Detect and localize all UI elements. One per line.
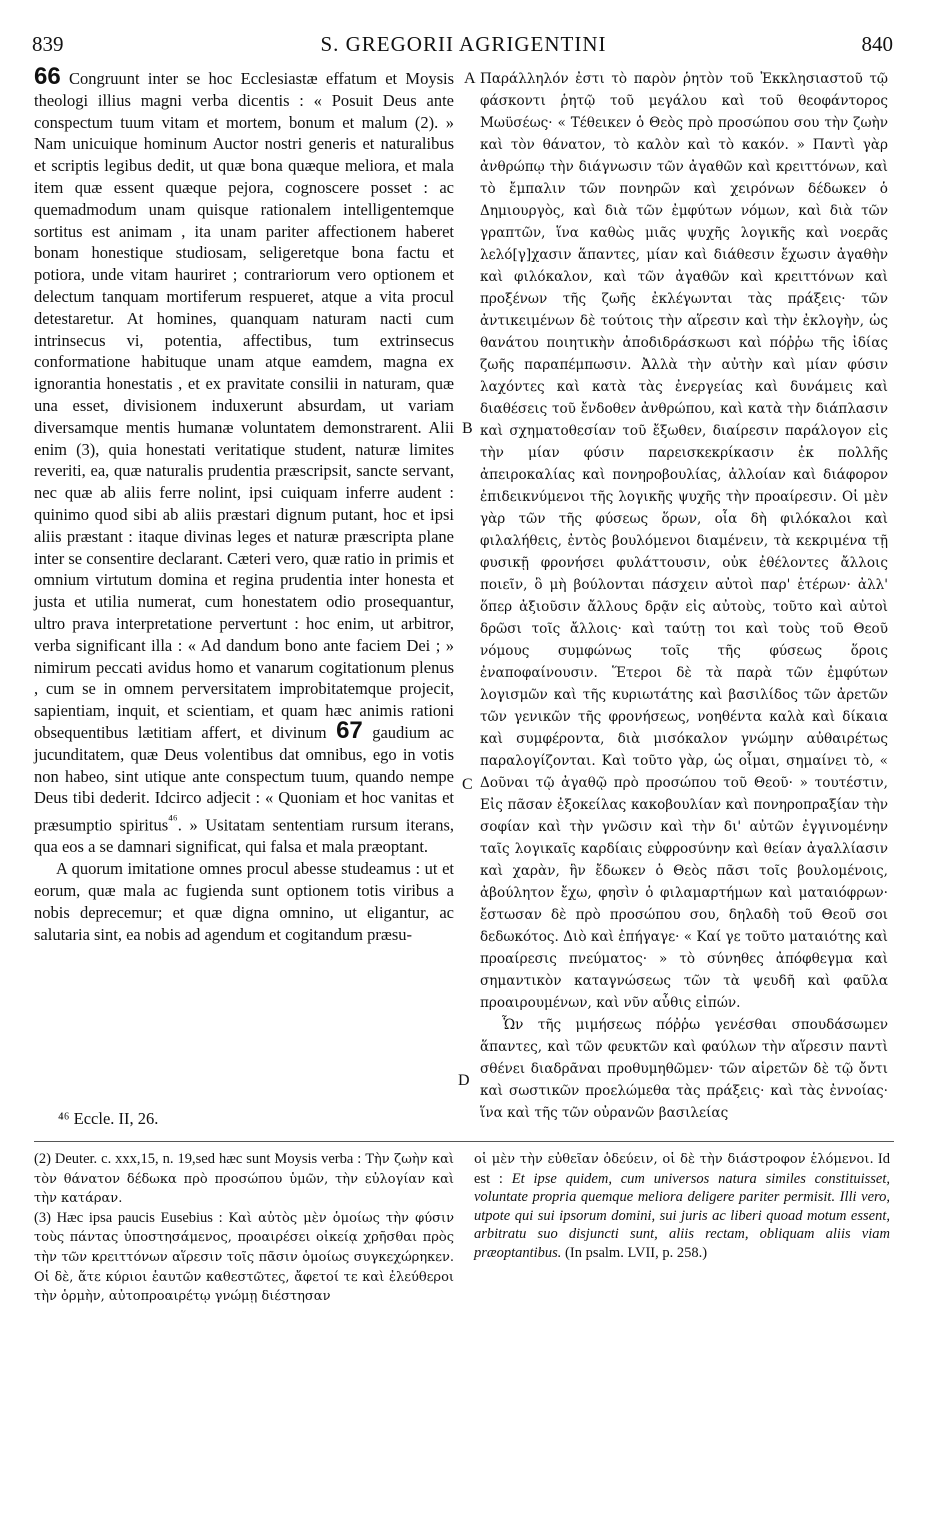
footnote-3-latin: (3) Hæc ipsa paucis Eusebius : — [34, 1209, 223, 1226]
greek-column — [480, 68, 888, 1121]
latin-paragraph-1 — [34, 63, 455, 858]
running-title: S. GREGORII AGRIGENTINI — [320, 32, 607, 56]
latin-column — [34, 63, 455, 1098]
footnote-3-cont-greek: οἱ μὲν τὴν εὐθεῖαν ὁδεύειν, οἱ δὲ τὴν διάστροφον ἑλόμενοι. — [474, 1152, 874, 1167]
footnote-divider — [34, 1141, 894, 1142]
latin-text-3: . » Usitatam sententiam rursum iterans, qua eos a se damnari significat, qui falsa et mala præoptant. — [34, 815, 455, 857]
greek-paragraph-1: Παράλληλόν ἐστι τὸ παρὸν ῥητὸν τοῦ Ἐκκλησιαστοῦ τῷ φάσκοντι ῥητῷ τοῦ μεγάλου καὶ τοῦ θεοφάντορος Μωϋσέως· « Τέθεικεν ὁ Θεὸς πρὸ προσώπου σου τὴν ζωὴν καὶ τὸν θάνατον, τὸ καλὸν καὶ τὸ κακόν. » Παντὶ γὰρ ἀνθρώπῳ τὴν διάγνωσιν τῶν ἀγαθῶν καὶ κρειττόνων, καὶ τὸ ἔμπαλιν τῶν πονηρῶν καὶ χειρόνων δέδωκεν ὁ Δημιουργὸς, καὶ διὰ τῶν ἐμφύτων νόμων, καὶ διὰ τῶν γραπτῶν, ἵνα καθὼς μιᾶς ψυχῆς λογικῆς καὶ νοερᾶς λελό[γ]χασιν ἅπαντες, μίαν καὶ διάθεσιν ἔχωσιν ἀγαθὴν καὶ φιλόκαλον, καὶ τῶν ἀγαθῶν καὶ κρειττόνων καὶ προξένων τῆς ζωῆς ἐκλέγωνται τὰς πράξεις· τῶν ἀντικειμένων δὲ τούτοις τὴν αἵρεσιν καὶ τὴν ἐκλογὴν, ὡς θανάτου ποιητικὴν ἀποδιδράσκωσι καὶ πόῤῥω τῆς ἰδίας ζωῆς παραπέμπωσιν. Ἀλλὰ τὴν αὐτὴν καὶ μίαν φύσιν λαχόντες καὶ κατὰ τὰς ἐνεργείας καὶ δυνάμεις καὶ διαθέσεις τοῦ ἔνδοθεν ἀνθρώπου, καὶ κατὰ τὴν διάπλασιν καὶ σχηματοθεσίαν τοῦ ἔξωθεν, διαίρεσιν παράλογον εἰς τὴν μίαν φύσιν παρεισκεκρίκασιν ἐκ πολλῆς ἀπειροκαλίας καὶ πονηροβουλίας, ἀλλοίαν καὶ διάφορον ἐπιδεικνύμενοι τῆς λογικῆς ψυχῆς τὴν προαίρεσιν. Οἱ μὲν γὰρ τῶν τῆς φύσεως ὅρων, οἷα δὴ φιλόκαλοι καὶ φιλαλήθεις, ἐντὸς βουλόμενοι διαμένειν, τὰ κεκριμένα τῇ φυσικῇ φρονήσει φυλάττουσιν, οὐκ ἐθέλοντες ἄλλοις ποιεῖν, ὃ μὴ βούλονται πάσχειν αὐτοὶ παρ' ἑτέρων· ἀλλ' ὅπερ ἀξιοῦσιν ἄλλους δρᾷν εἰς αὐτοὺς, τοῦτο καὶ αὐτοὶ δρῶσι τοῖς ἄλλοις· καὶ ταύτῃ τοι καὶ τοὺς τοῦ Θεοῦ νόμους συμφώνως τοῖς τῆς φύσεως ὅροις ἐναποφαίνουσιν. Ἕτεροι δὲ τὰ παρὰ τῶν ἐμφύτων λογισμῶν καὶ τῆς κυριωτάτης καὶ βασιλίδος τῶν ἀρετῶν τῶν γενικῶν τῆς φρονήσεως, νοηθέντα καλὰ καὶ δίκαια καὶ συμφέροντα, διὰ μισόκαλον γνώμην αὐθαιρέτως παραλογίζονται. Καὶ τοῦτο γὰρ, ὡς οἶμαι, σημαίνει τὸ, « Δοῦναι τῷ ἀγαθῷ πρὸ προσώπου τοῦ Θεοῦ· » τουτέστιν, Εἰς πᾶσαν ἐξοκείλας κακοβουλίαν καὶ πονηροπραξίαν τὴν σοφίαν καὶ τὴν γνῶσιν καὶ τὴν δι' αὐτῶν ἐγγινομένην ταῖς λογικαῖς καρδίαις εὐφροσύνην καὶ θείαν ἀγαλλίασιν καὶ χαρὰν, ἣν ἔδωκεν ὁ Θεὸς πᾶσι τοῖς βουλομένοις, ἀβούλητον ἔχω, φησὶν ὁ φιλαμαρτήμων καὶ ματαιόφρων· ἔστωσαν δὲ πρὸ προσώπου σου, δηλαδὴ τοῦ Θεοῦ σοι δεδωκότος. Διὸ καὶ ἐπήγαγε· « Καί γε τοῦτο ματαιότης καὶ προαίρεσις πνεύματος· » τὸ σύνηθες ἀπόφθεγμα καὶ σημαντικὸν καταγνώσεως τῶν τὰ ψευδῆ καὶ φαῦλα προαιρουμένων, καὶ νῦν αὖθις εἰπών. — [480, 71, 888, 1011]
footnote-3-reference: (In psalm. LVII, p. 258.) — [565, 1244, 708, 1261]
footnote-2-latin: (2) Deuter. c. xxx,15, n. 19,sed hæc sunt Moysis verba : — [34, 1151, 362, 1167]
margin-letter-b: B — [462, 420, 473, 437]
footnote-marker: ⁴⁶ — [168, 812, 178, 828]
footnote-3-latin-translation: Et ipse quidem, cum universos natura similes constituisset, voluntate propria quemque meliora deligere pariter permisit. Illi vero, utpote qui sui ipsorum domini, sui juris ac liberi quoad motum essent, arbitratu suo disjuncti sunt, aliis rectam, obliquam aliis viam præoptantibus. — [474, 1170, 890, 1261]
footnote-3-id-est: Id est : — [474, 1151, 891, 1187]
footnotes-right — [474, 1150, 890, 1290]
footnote-3-greek: Καὶ αὐτὸς μὲν ὁμοίως τὴν φύσιν τοὺς πάντας ὑποστησάμενος, προαιρέσει οἰκείᾳ χρῆσθαι πρὸς τὴν τῶν κρειττόνων αἵρεσιν τοῖς πᾶσιν ὁμοίως συγκεχώρηκεν. Οἱ δὲ, ἅτε κύριοι ἑαυτῶν καθεστῶτες, ἄφετοί τε καὶ ἐλεύθεροι τὴν ὁρμὴν, αὐτοπροαιρέτῳ γνώμῃ διέστησαν — [34, 1210, 455, 1305]
margin-letter-d: D — [458, 1072, 470, 1089]
scripture-footnote: ⁴⁶ Eccle. II, 26. — [58, 1109, 159, 1128]
margin-letter-c: C — [462, 776, 473, 793]
latin-paragraph-2: A quorum imitatione omnes procul abesse studeamus : ut et eorum, quæ mala ac fugienda sunt optionem totis viribus a nobis deprecemur; et quæ digna omnino, ut eligantur, ac salutaria sint, ea nobis ad agendum et cogitandum præsu- — [34, 859, 454, 944]
section-number-66: 66 — [34, 63, 61, 90]
greek-paragraph-2: Ὧν τῆς μιμήσεως πόῤῥω γενέσθαι σπουδάσωμεν ἅπαντες, καὶ τῶν φευκτῶν καὶ φαύλων τὴν αἵρεσιν παντὶ σθένει διαδρᾶναι προθυμηθῶμεν· τῶν αἱρετῶν δὲ τῷ ὄντι καὶ σωστικῶν προελώμεθα τὰς πράξεις· καὶ τὰς ἐννοίας· ἵνα καὶ τῆς τῶν οὐρανῶν βασιλείας — [480, 1017, 888, 1121]
latin-text-1: Congruunt inter se hoc Ecclesiastæ effatum et Moysis theologi illius magni verba dicentis : « Posuit Deus ante conspectum tuum vitam et mortem, bonum et malum (2). » Nam unicuique hominum Auctor nostri generis et naturalibus et scriptis legibus dedit, ut quæ bona quæque meliora, et mala item quæ essent quæque pejora, cognoscere posset : ac quemadmodum unam quisque rationalem intelligentemque sortitus est animam , ita unam pariter affectionem haberet bonam honestique studiosam, seligeretque bona factu et potiora, unde vitam hauriret ; contrariorum vero optionem et delectum tanquam mortiferum respueret, atque a vita procul detestaretur. At homines, quanquam naturam nacti cum intrinsecus vi, potentia, affectibus, tum extrinsecus conformatione habituque unam atque eamdem, magna ex ignorantia honestatis , et ex pravitate consilii in naturam, quæ una esset, divisionem induxerunt absurdam, ut variam diversamque mentis humanæ voluntatem demonstrarent. Alii enim (3), quia honestati veritatique student, naturæ limites reveriti, ea, quæ naturalis prudentia præscripsit, sancte servant, nec quæ ab aliis ferre nolint, ipsi cuiquam inferre audent : quinimo quod sibi ab aliis præstari dignum putant, hoc et ipsi aliis præstant : itaque divinas leges et naturæ præscripta plane inter se consentire declarant. Cæteri vero, quæ ratio in primis et omnium virtutum domina et regina prudentia inter honesta et justa et utilia numerat, cum honestatem odio prosequantur, ultro prava interpretatione pervertunt : hoc enim, ut arbitror, verba significant illa : « Ad dandum bono ante faciem Dei ; » nimirum peccati avidus homo et vanarum cogitationum plenus , cum se in omnem perversitatem improbitatemque projecit, sapientiam, inquit, et scientiam, et quam hæc animis rationi obsequentibus lætitiam affert, et divinum — [34, 69, 455, 742]
footnote-2 — [34, 1150, 454, 1209]
margin-letter-a: A — [464, 70, 476, 87]
footnotes-left — [34, 1150, 454, 1450]
section-number-67: 67 — [336, 716, 363, 744]
footnote-2-greek: Τὴν ζωὴν καὶ τὸν θάνατον δέδωκα πρὸ προσώπου ὑμῶν, τὴν εὐλογίαν καὶ τὴν κατάραν. — [34, 1152, 455, 1207]
page-number-right: 840 — [861, 32, 893, 56]
latin-text-2: gaudium ac jucunditatem, quæ Deus volentibus dat omnibus, ego in votis non habeo, sint utique ante conspectum tuum, quando nempe Deus tibi dederit. Idcirco adjecit : « Quoniam et hoc vanitas et præsumptio spiritus — [34, 722, 454, 835]
footnote-3 — [34, 1209, 454, 1307]
running-header — [30, 32, 897, 66]
footnote-3-continued — [474, 1150, 890, 1263]
page-number-left: 839 — [32, 32, 64, 56]
